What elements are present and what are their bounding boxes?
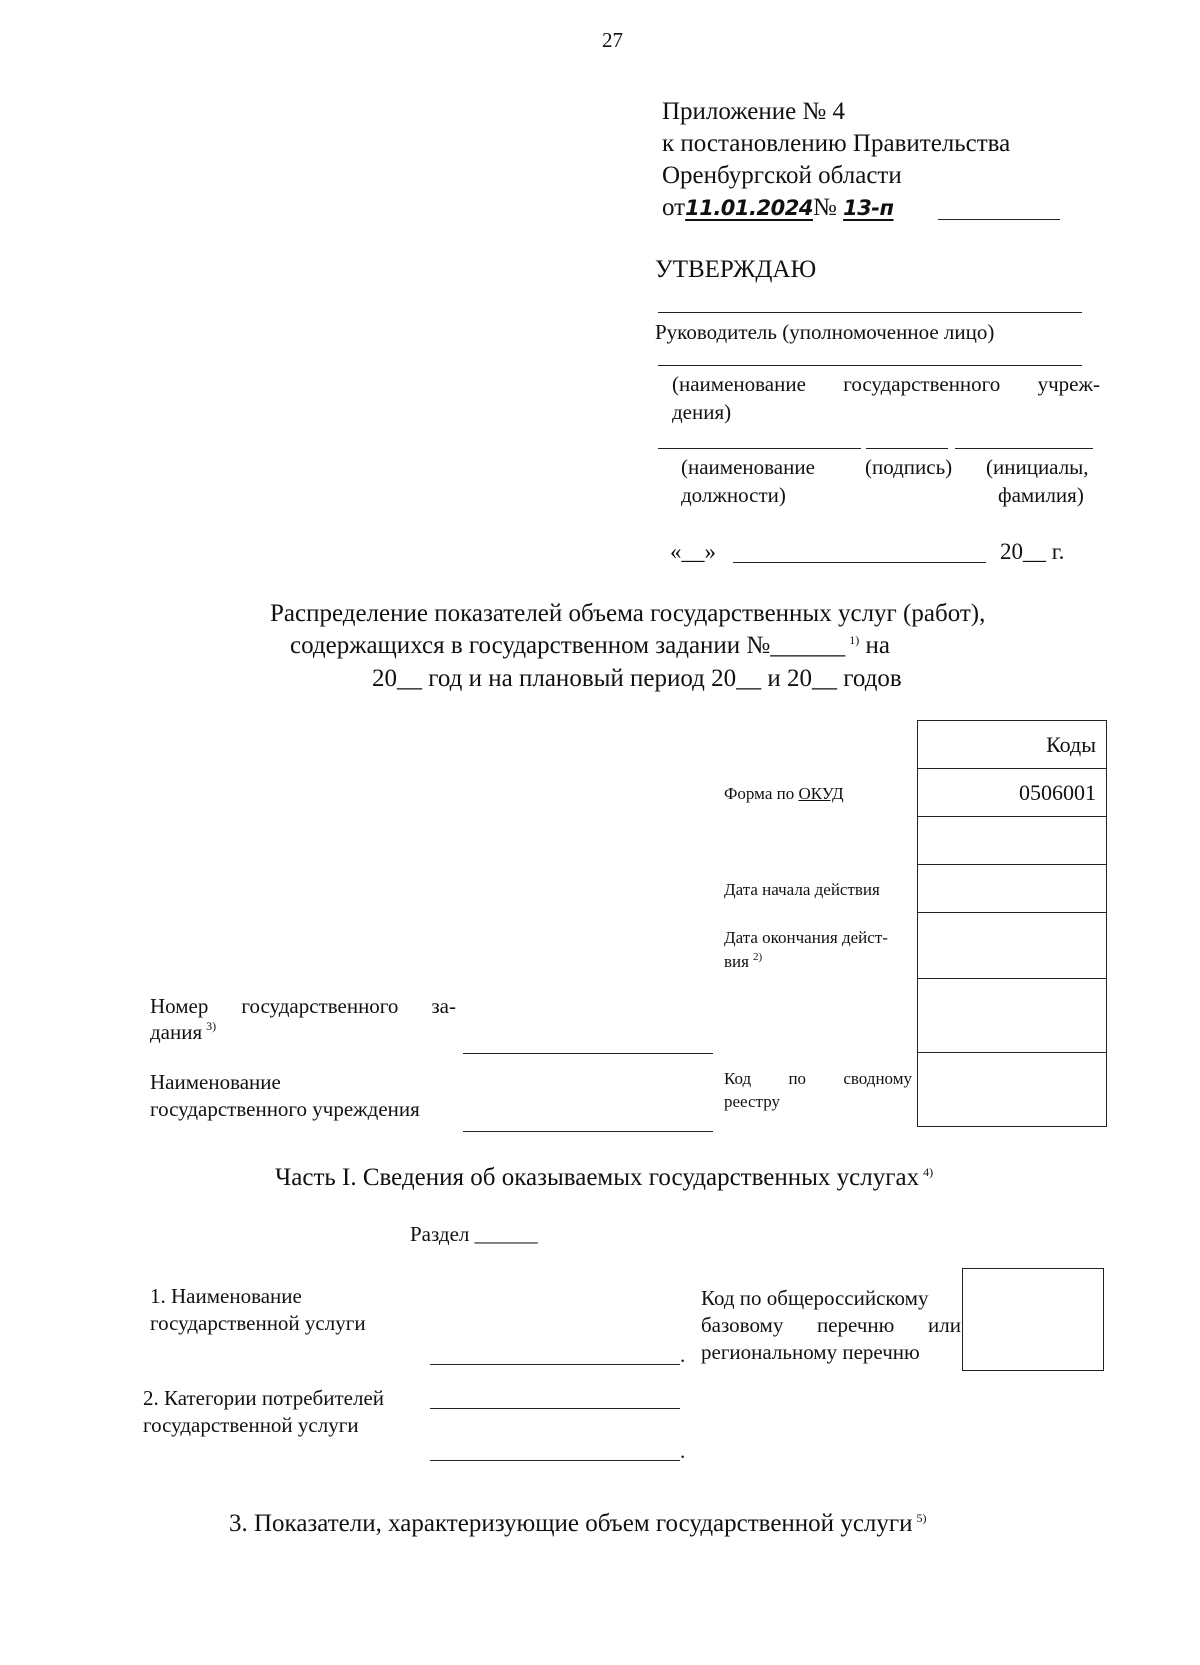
- indicators-heading: [229, 1510, 927, 1539]
- service-code-word-3: или: [928, 1313, 961, 1337]
- footnote-5: 5): [916, 1511, 927, 1525]
- position-label-cont: должности): [681, 483, 786, 507]
- service-name-period: .: [680, 1343, 686, 1367]
- institution-name-label: Наименование: [150, 1070, 281, 1094]
- service-code-word-1: базовому: [701, 1313, 784, 1337]
- signature-label: (подпись): [865, 455, 953, 479]
- page-number: 27: [602, 28, 623, 52]
- registry-word-1: Код: [724, 1069, 752, 1088]
- footnote-1: 1): [849, 633, 860, 647]
- appendix-region: Оренбургской области: [662, 162, 902, 189]
- consumers-label-cont: государственной услуги: [143, 1413, 359, 1437]
- service-code-label-cont: [701, 1313, 961, 1337]
- okud-prefix: Форма по: [724, 784, 795, 803]
- consumers-line-1: [430, 1408, 680, 1409]
- title-on: на: [865, 632, 891, 659]
- task-number-word-2: государственного: [241, 994, 399, 1018]
- date-year: 20__ г.: [1000, 539, 1065, 564]
- consumers-label: 2. Категории потребителей: [143, 1386, 384, 1410]
- okud-label: [724, 784, 844, 804]
- consumers-period: .: [680, 1439, 686, 1463]
- task-number-label-cont: [150, 1020, 216, 1044]
- task-number-cell: [918, 979, 1107, 1053]
- signature-line: [866, 448, 948, 449]
- appendix-date-line: [662, 194, 894, 223]
- approval-heading: УТВЕРЖДАЮ: [655, 256, 817, 283]
- start-date-label: Дата начала действия: [724, 880, 880, 899]
- title-line-3: 20__ год и на плановый период 20__ и 20__ годов: [372, 665, 902, 692]
- service-name-line: [430, 1364, 680, 1365]
- institution-name-line: [463, 1131, 713, 1132]
- registry-code-cell: [918, 1053, 1107, 1127]
- title-line-1: Распределение показателей объема государственных услуг (работ),: [270, 600, 986, 627]
- empty-code-cell: [918, 817, 1107, 865]
- service-name-label: 1. Наименование: [150, 1284, 302, 1308]
- codes-table: [917, 720, 1107, 1127]
- registry-word-2: по: [788, 1069, 807, 1088]
- appendix-resolution: к постановлению Правительства: [662, 130, 1011, 157]
- service-code-label: Код по общероссийскому: [701, 1286, 929, 1310]
- service-code-box: [962, 1268, 1104, 1371]
- date-month-line: [733, 562, 986, 563]
- from-label: от: [662, 194, 686, 221]
- end-date-label-cont: [724, 951, 762, 972]
- head-line: [658, 312, 1082, 313]
- institution-label: (наименование государственного учреж-: [672, 372, 1100, 396]
- head-label: Руководитель (уполномоченное лицо): [655, 320, 995, 344]
- task-number-line: [463, 1053, 713, 1054]
- service-name-label-cont: государственной услуги: [150, 1311, 366, 1335]
- title-line-2: [290, 632, 890, 661]
- codes-header: Коды: [918, 721, 1107, 769]
- end-date-cell: [918, 913, 1107, 979]
- number-label: №: [812, 194, 837, 221]
- indicators-heading-text: 3. Показатели, характеризующие объем государственной услуги: [229, 1510, 913, 1537]
- registry-label: [724, 1069, 912, 1089]
- title-task-number: содержащихся в государственном задании №______: [290, 632, 846, 659]
- initials-label: (инициалы,: [986, 455, 1089, 479]
- task-number-word-1: Номер: [150, 994, 209, 1018]
- end-date-word: вия: [724, 952, 749, 971]
- part1-heading-text: Часть I. Сведения об оказываемых государственных услугах: [275, 1164, 920, 1191]
- institution-label-cont: дения): [672, 400, 732, 424]
- task-number-word-4: дания: [150, 1020, 203, 1044]
- appendix-title: Приложение № 4: [662, 98, 846, 125]
- footnote-2: 2): [752, 951, 763, 963]
- handwritten-date: 11.01.2024: [685, 196, 813, 220]
- service-code-label-end: региональному перечню: [701, 1340, 920, 1364]
- end-date-label: Дата окончания дейст-: [724, 928, 888, 947]
- registry-word-3: сводному: [843, 1069, 912, 1088]
- task-number-label: [150, 994, 456, 1018]
- okud-code-cell: 0506001: [918, 769, 1107, 817]
- part1-heading: [275, 1164, 933, 1193]
- number-underline: [938, 219, 1060, 220]
- registry-label-cont: реестру: [724, 1092, 780, 1111]
- footnote-4: 4): [923, 1165, 934, 1179]
- handwritten-number: 13-п: [843, 196, 894, 220]
- date-open: «__»: [670, 539, 716, 564]
- position-line: [658, 448, 861, 449]
- initials-label-cont: фамилия): [998, 483, 1084, 507]
- start-date-cell: [918, 865, 1107, 913]
- consumers-line-2: [430, 1460, 680, 1461]
- task-number-word-3: за-: [431, 994, 456, 1018]
- institution-line: [658, 365, 1082, 366]
- service-code-word-2: перечню: [817, 1313, 895, 1337]
- okud-link: ОКУД: [798, 784, 844, 803]
- section-label: Раздел ______: [410, 1222, 538, 1246]
- position-label: (наименование: [681, 455, 815, 479]
- institution-name-label-cont: государственного учреждения: [150, 1097, 420, 1121]
- footnote-3: 3): [206, 1019, 217, 1033]
- initials-line: [955, 448, 1093, 449]
